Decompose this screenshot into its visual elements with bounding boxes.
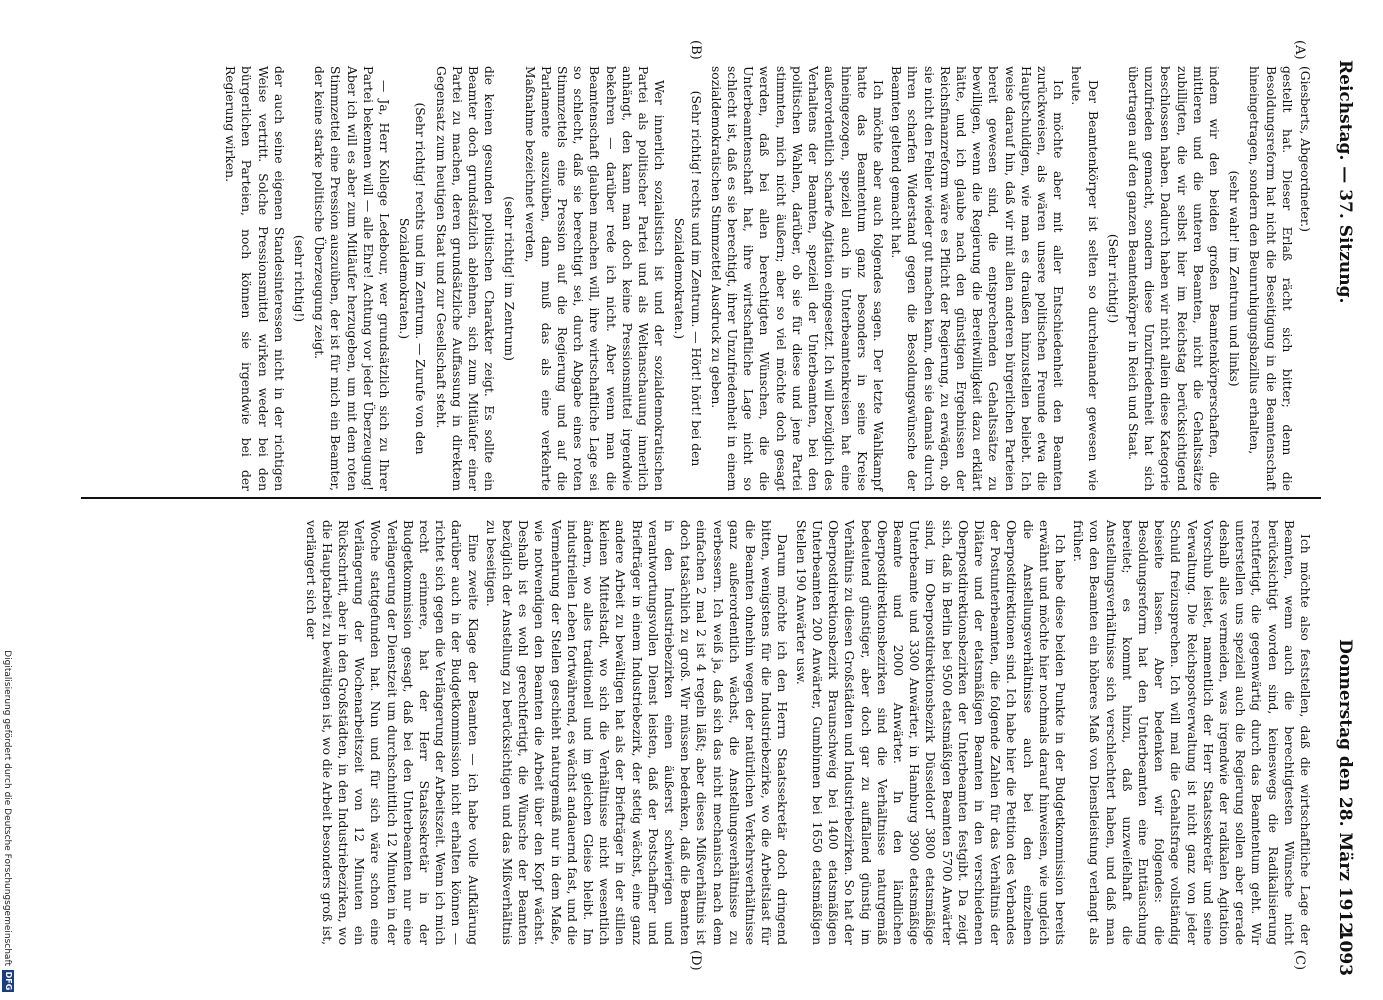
left-column	[220, 66, 1313, 491]
paragraph: Ich möchte also feststellen, daß die wirtschaftliche Lage der Beamten, wenn auch die berechtigtesten Wünsche nicht berücksichtigt worden sind, keineswegs die Radikalisierung rechtfertigt, die gegenwärtig durch das Beamtentum geht. Wir unterstellen uns speziell auch die Regierung sollen aber gerade deshalb alles vermeiden, was irgendwie der radikalen Agitation Vorschub leistet, namentlich der Herr Staatssekretär und seine Verwaltung. Die Reichspostverwaltung ist nicht ganz von jeder Schuld freizusprechen. Ich will mal die Gehaltsfrage vollständig beiseite lassen. Aber bedenken wir folgendes: die Besoldungsreform hat den Unterbeamten eine Enttäuschung bereitet; es kommt hinzu, daß unzweifelhaft die Anstellungsverhältnisse sich verschlechtert haben, und daß man von den Beamten ein höheres Maß von Dienstleistung verlangt als früher.	[1071, 520, 1312, 945]
margin-mark-a: (A)	[1292, 40, 1307, 60]
paragraph: indem wir den beiden großen Beamtenkörperschaften, die mittleren und die unteren Beamten, nicht die Gehaltssätze zubilligten, die wir selbst hier im Reichstag berücksichtigend beschlossen haben. Dadurch haben wir nicht allein diese Kategorie unzufrieden gemacht, sondern diese Unzufriedenheit hat sich übertragen auf den ganzen Beamtenkörper in Reich und Staat.	[1125, 66, 1221, 491]
interjection: (Sehr richtig!)	[1105, 233, 1120, 324]
paragraph: Eine zweite Klage der Beamten — ich habe volle Aufklärung darüber auch in der Budgetkommission nicht erhalten können — richtet sich gegen die Verlängerung der Arbeitszeit. Wenn ich mich recht erinnere, hat der Herr Staatssekretär in der Budgetkommission gesagt, daß bei den Unterbeamten nur eine Verlängerung der Dienstzeit um durchschnittlich 12 Minuten in der Woche stattgefunden hat. Nun und für sich wäre schon eine Verlängerung der Wochenarbeitszeit von 12 Minuten ein Rückschritt, aber in den Großstädten, in den Industriebezirken, wo die Hauptarbeit zu bewältigen ist, wo die Arbeit besonders groß ist, verlängert sich der	[303, 520, 480, 945]
dfg-logo: DFG	[4, 971, 13, 991]
paragraph: gestellt hat. Dieser Erlaß rächt sich bitter; denn die Besoldungsreform hat nicht die Beseitigung in die Beamtenschaft hineingetragen, sondern den Beunruhigungsbazillus erhalten,	[1247, 66, 1294, 491]
margin-mark-c: (C)	[1292, 950, 1307, 971]
paragraph: Ich habe diese beiden Punkte in der Budgetkommission bereits erwähnt und möchte hier nochmals darauf hinweisen, wie ungleich die Anstellungsverhältnisse auch bei den einzelnen Oberpostdirektionen sind. Ich habe hier die Petition des Verbandes der Postunterbeamten, die folgende Zahlen für das Verhältnis der Diätare und der etatsmäßigen Beamten in den verschiedenen Oberpostdirektionsbezirken der Unterbeamten festgibt. Da zeigt sich, daß in Berlin bei 9500 etatsmäßigen Beamten 5700 Anwärter sind, im Oberpostdirektionsbezirk Düsseldorf 3800 etatsmäßige Unterbeamte und 3300 Anwärter, in Hamburg 3900 etatsmäßige Beamte und 2000 Anwärter. In den ländlichen Oberpostdirektionsbezirken sind die Verhältnisse naturgemäß bedeutend günstiger, aber doch gar zu auffallend günstig im Verhältnis zu diesen Großstädten und Industriebezirken. So hat der Oberpostdirektionsbezirk Braunschweig bei 1400 etatsmäßigen Unterbeamten 200 Anwärter, Gumbinnen bei 1650 etatsmäßigen Stellen 190 Anwärter usw.	[793, 520, 1067, 945]
column-divider	[81, 497, 1321, 499]
page-footer	[0, 0, 20, 1000]
page-number: 1093	[1335, 928, 1355, 976]
interjection: (sehr wahr! im Zentrum und links)	[1227, 170, 1242, 387]
paragraph: die keinen gesunden politischen Charakter zeigt. Es sollte ein Beamter doch grundsätzlich ablehnen, sich zum Mitläufer einer Partei zu machen, deren grundsätzliche Auffassung in direktem Gegensatz zum heutigen Staat und zur Gesellschaft steht.	[433, 66, 497, 491]
interjection: (Sehr richtig! rechts und im Zentrum. — Zurufe von den Sozialdemokraten.)	[397, 102, 428, 455]
footer-credit: Digitalisierung gefördert durch die Deutsche Forschungsgemeinschaft	[2, 650, 12, 966]
interjection: (sehr richtig! im Zentrum)	[502, 196, 517, 361]
paragraph: Der Beamtenkörper ist selten so durcheinander gewesen wie heute.	[1069, 66, 1100, 491]
paragraph: Ich möchte aber auch folgendes sagen. Der letzte Wahlkampf hatte das Beamtentum ganz besonders in seine Kreise hineingezogen, speziell auch in Unterbeamtenkreisen hat eine außerordentlich scharfe Agitation eingesetzt. Ich will bezüglich des Verhaltens der Beamten, speziell der Unterbeamten, bei den politischen Wahlen, darüber, ob sie für diese und jene Partei stimmten, mich nicht äußern; aber so viel möchte doch gesagt werden, daß bei allen berechtigten Wünschen, die die Unterbeamtenschaft hat, ihre wirtschaftliche Lage nicht so schlecht ist, daß es sie berechtigt, ihrer Unzufriedenheit in einem sozialdemokratischen Stimmzettel Ausdruck zu geben.	[708, 66, 885, 491]
interjection: (sehr richtig!)	[292, 234, 307, 323]
paragraph: Darum möchte ich den Herrn Staatssekretär doch dringend bitten, wenigstens für die Industriebezirke, wo die Arbeitslast für die Beamten ohnehin wegen der natürlichen Verkehrsverhältnisse ganz außerordentlich wächst, die Anstellungsverhältnisse zu verbessern. Ich weiß ja, daß sich das nicht mechanisch nach dem einfachen 2 mal 2 ist 4 regeln läßt; aber dieses Mißverhältnis ist doch tatsächlich zu groß. Wir müssen bedenken, daß die Beamten in den Industriebezirken einen äußerst schwierigen und verantwortungsvollen Dienst leisten, daß der Postschaffner und Briefträger in einem Industriebezirk, der stetig wächst, eine ganz andere Arbeit zu bewältigen hat als der Briefträger in der stillen kleinen Mittelstadt, wo sich die Verhältnisse nicht wesentlich ändern, wo alles traditionell und im gleichen Gleise bleibt. Im industriellen Leben fortwährend, es wächst andauernd fast, und die Vermehrung der Stellen geschieht naturgemäß nur in dem Maße, wie notwendigen den Beamten die Arbeit über den Kopf wächst. Deshalb ist es wohl gerechtfertigt, die Wünsche der Beamten bezüglich der Anstellung zu berücksichtigen und das Mißverhältnis zu beseitigen.	[483, 520, 790, 945]
right-column	[300, 520, 1313, 945]
margin-mark-d: (D)	[688, 950, 703, 971]
paragraph: Wer innerlich sozialistisch ist und der sozialdemokratischen Partei als politischer Partei und als Weltanschauung innerlich anhängt, den kann man doch keine Pressionsmittel irgendwie bekehren — darüber rede ich nicht. Aber wenn man die Beamtenschaft glauben machen will, ihre wirtschaftliche Lage sei so schlecht, daß sie berechtigt sei, durch Abgabe eines roten Stimmzettels eine Pression auf die Regierung und auf die Parlamente auszuüben, dann muß das als eine verkehrte Maßnahme bezeichnet werden,	[522, 66, 667, 491]
paragraph: der auch seine eigenen Standesinteressen nicht in der richtigen Weise vertritt. Solche Pressionsmittel wirken weder bei den bürgerlichen Parteien, noch können sie irgendwie bei der Regierung wirken.	[223, 66, 286, 491]
header-right: Donnerstag den 28. März 1912.	[1335, 639, 1355, 940]
speaker-line: (Giesberts, Abgeordneter.)	[1298, 66, 1312, 232]
margin-mark-b: (B)	[688, 40, 703, 60]
header-left: Reichstag. — 37. Sitzung.	[1335, 60, 1355, 304]
paragraph: — Ja, Herr Kollege Ledebour, wer grundsätzlich sich zu Ihrer Partei bekennen will — alle Ehre! Achtung vor jeder Überzeugung! Aber ich will es aber zum Mitläufer herzugeben, um mit dem roten Stimmzettel eine Pression auszuüben, der ist für mich ein Beamter, der keine starke politische Überzeugung zeigt.	[312, 66, 392, 491]
page-header	[1325, 60, 1365, 976]
paragraph: Ich möchte aber mit aller Entschiedenheit den Beamten zurückweisen, als wären unsere politischen Freunde etwa die Hauptschuldigen, wie man es draußen hinzustellen beliebt. Ich weise darauf hin, daß wir mit allen anderen bürgerlichen Parteien bereit gewesen sind, die entsprechenden Gehaltssätze zu bewilligen, wenn die Regierung die Bereitwilligkeit dazu erklärt hätte, und ich glaube nach den günstigen Ergebnissen der Reichsfinanzreform wäre es Pflicht der Regierung, zu erwägen, ob sie nicht den Fehler wieder gut machen kann, den sie damals durch ihren scharfen Widerstand gegen die Besoldungswünsche der Beamten geltend gemacht hat.	[889, 66, 1066, 491]
interjection: (Sehr richtig! rechts und im Zentrum. — Hört! hört! bei den Sozialdemokraten.)	[672, 90, 703, 467]
